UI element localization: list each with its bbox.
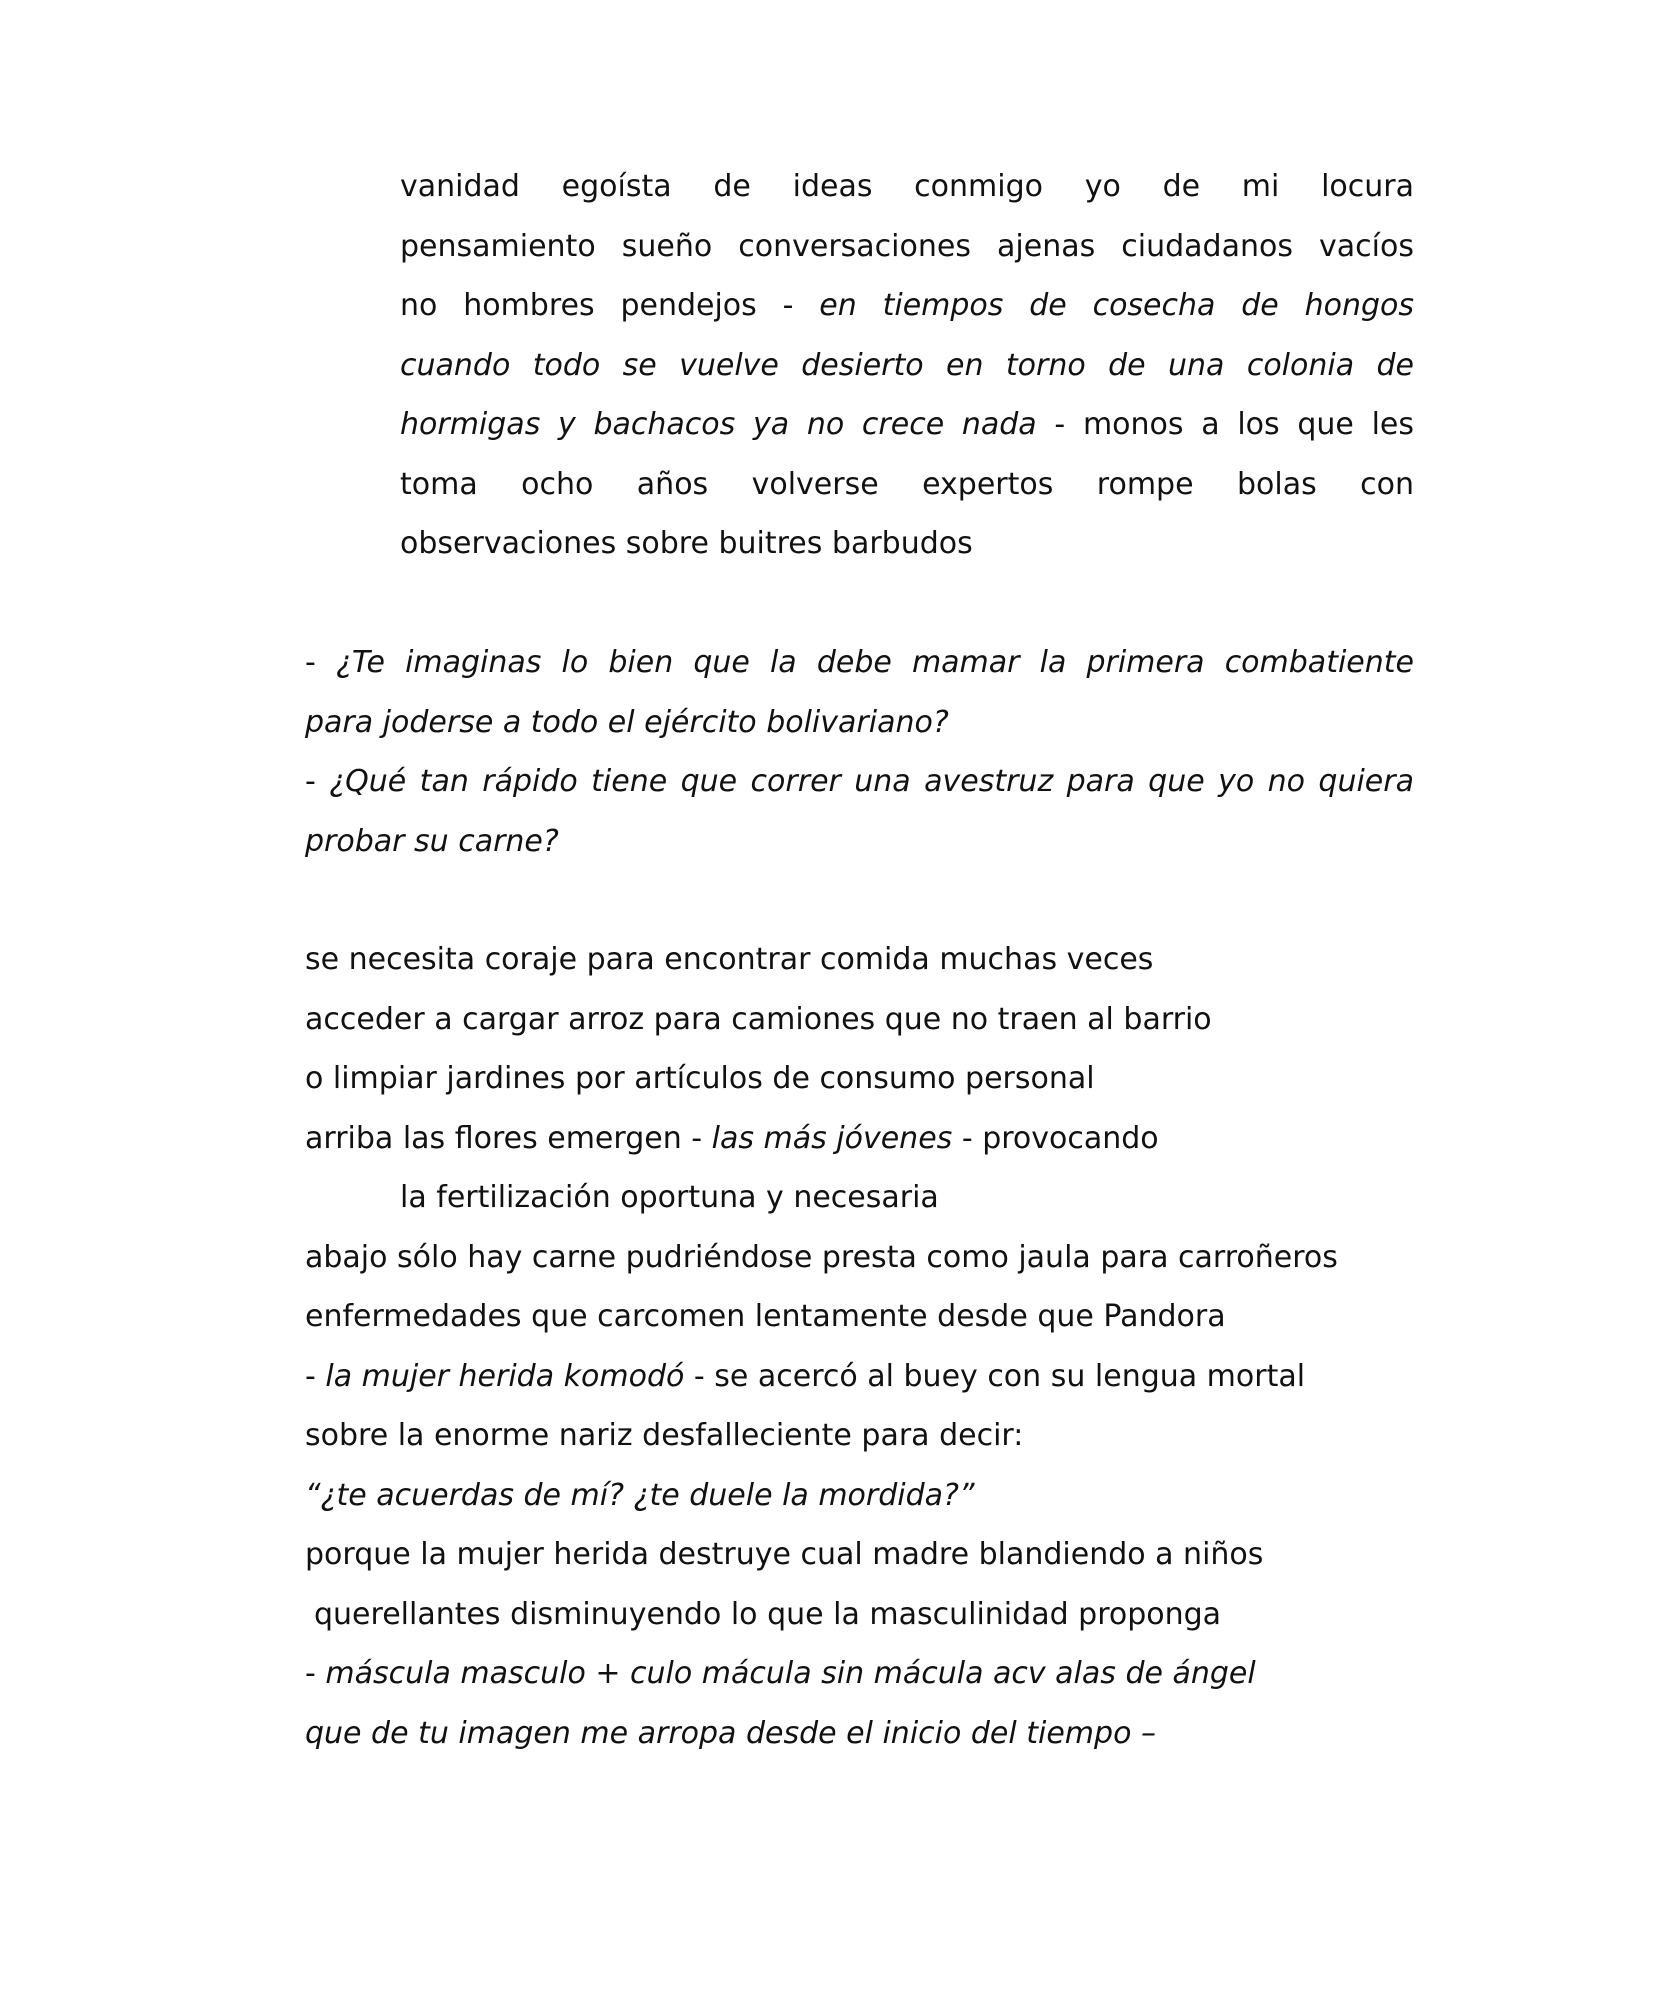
text-segment: se necesita coraje para encontrar comida muchas veces <box>305 942 1154 977</box>
text-segment: porque la mujer herida destruye cual madre blandiendo a niños <box>305 1537 1264 1572</box>
text-line <box>400 455 1414 515</box>
italic-text-segment: que de tu imagen me arropa desde el inicio del tiempo – <box>305 1715 1156 1751</box>
text-line <box>305 1168 1445 1228</box>
text-segment: toma ocho años volverse expertos rompe bolas con <box>400 466 1414 502</box>
text-line <box>305 693 1414 753</box>
text-segment: no hombres pendejos - <box>400 288 820 323</box>
text-segment: o limpiar jardines por artículos de consumo personal <box>305 1061 1095 1096</box>
text-segment: enfermedades que carcomen lentamente desde que Pandora <box>305 1299 1226 1334</box>
text-segment: - se acercó al buey con su lengua mortal <box>684 1358 1306 1394</box>
closing-verse-block <box>305 930 1445 1763</box>
text-line <box>305 1704 1445 1764</box>
text-line <box>305 930 1445 990</box>
text-segment: - <box>305 1358 326 1394</box>
text-line <box>305 1228 1445 1288</box>
italic-text-segment: ¿Qué tan rápido tiene que correr una avestruz para que yo no quiera <box>329 764 1414 799</box>
italic-text-segment: la mujer herida komodó <box>325 1358 685 1394</box>
italic-text-segment: “¿te acuerdas de mí? ¿te duele la mordida?” <box>305 1477 975 1513</box>
text-segment: vanidad egoísta de ideas conmigo yo de mi locura <box>400 169 1414 204</box>
text-line <box>305 1644 1445 1704</box>
text-segment: sobre la enorme nariz desfalleciente para decir: <box>305 1418 1024 1453</box>
text-line <box>400 514 1414 574</box>
text-line <box>305 1049 1445 1109</box>
text-line <box>400 395 1414 455</box>
italic-text-segment: hormigas y bachacos ya no crece nada <box>400 407 1037 442</box>
italic-text-segment: probar su carne? <box>305 823 559 859</box>
text-line <box>305 1287 1445 1347</box>
text-line <box>305 633 1414 693</box>
text-line <box>400 217 1414 277</box>
text-segment: observaciones sobre buitres barbudos <box>400 526 973 561</box>
text-line <box>400 276 1414 336</box>
text-segment: la fertilización oportuna y necesaria <box>400 1180 939 1215</box>
text-segment: querellantes disminuyendo lo que la masculinidad proponga <box>314 1596 1222 1632</box>
italic-text-segment: cuando todo se vuelve desierto en torno de una colonia de <box>400 347 1414 383</box>
text-line <box>400 157 1414 217</box>
italic-text-segment: máscula masculo + culo mácula sin mácula acv alas de ángel <box>325 1656 1256 1691</box>
text-line <box>305 1109 1445 1169</box>
text-segment: pensamiento sueño conversaciones ajenas ciudadanos vacíos <box>400 228 1414 264</box>
text-line <box>305 1406 1445 1466</box>
text-line <box>305 1525 1445 1585</box>
indented-verse-block <box>400 157 1414 574</box>
text-segment: - provocando <box>952 1120 1159 1156</box>
text-segment: - <box>305 1656 326 1691</box>
italic-text-segment: las más jóvenes <box>711 1120 953 1156</box>
italic-text-segment: ¿Te imaginas lo bien que la debe mamar la primera combatiente <box>335 645 1414 680</box>
text-segment: acceder a cargar arroz para camiones que no traen al barrio <box>305 1001 1212 1037</box>
text-line <box>305 1585 1445 1645</box>
text-line <box>305 1466 1445 1526</box>
text-segment: - monos a los que les <box>1036 407 1414 442</box>
text-segment: arriba las flores emergen - <box>305 1120 712 1156</box>
text-line <box>305 812 1414 872</box>
italic-text-segment: para joderse a todo el ejército bolivariano? <box>305 704 949 740</box>
text-segment: abajo sólo hay carne pudriéndose presta como jaula para carroñeros <box>305 1239 1338 1275</box>
italic-text-segment: en tiempos de cosecha de hongos <box>819 288 1414 323</box>
text-line <box>305 1347 1445 1407</box>
text-segment: - <box>305 764 330 799</box>
text-segment: - <box>305 645 336 680</box>
text-line <box>305 752 1414 812</box>
text-line <box>305 990 1445 1050</box>
text-line <box>400 336 1414 396</box>
dialogue-questions-block <box>305 633 1414 871</box>
